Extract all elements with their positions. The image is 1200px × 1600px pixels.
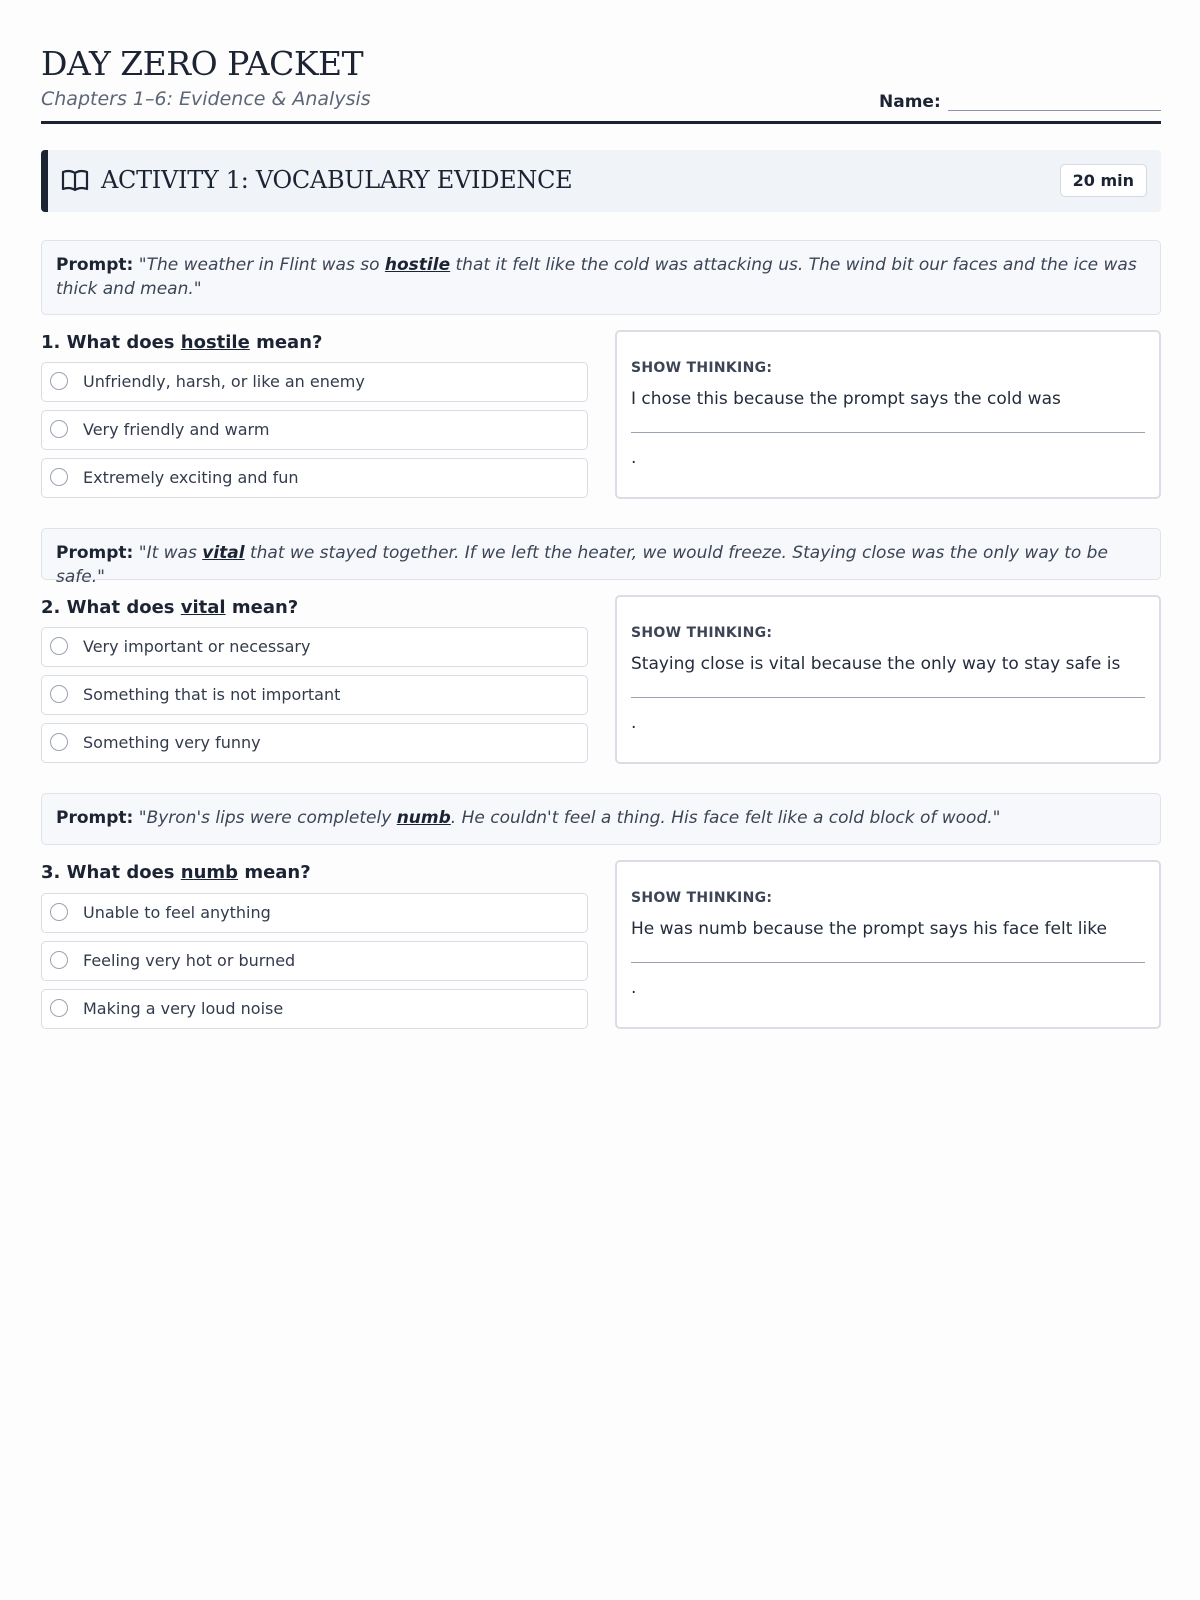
sentence-starter: I chose this because the prompt says the cold was: [631, 389, 1061, 409]
activity-banner: [41, 150, 1161, 212]
sentence-starter: He was numb because the prompt says his face felt like: [631, 919, 1107, 939]
option-label: Something that is not important: [83, 685, 341, 704]
answer-option[interactable]: [41, 410, 588, 450]
option-label: Extremely exciting and fun: [83, 468, 299, 487]
question-title: 1. What does hostile mean?: [41, 332, 323, 353]
answer-option[interactable]: [41, 893, 588, 933]
prompt-text: "The weather in Flint was so hostile that it felt like the cold was attacking us. The wind bit our faces and the ice was thick and mean.": [56, 255, 1137, 299]
radio-button[interactable]: [50, 999, 68, 1017]
show-thinking-label: SHOW THINKING:: [631, 360, 773, 376]
sentence-end: .: [631, 713, 637, 733]
radio-button[interactable]: [50, 637, 68, 655]
radio-button[interactable]: [50, 372, 68, 390]
option-label: Very friendly and warm: [83, 420, 270, 439]
prompt-label: Prompt:: [56, 808, 134, 828]
worksheet-header: [41, 0, 1161, 124]
activity-title: ACTIVITY 1: VOCABULARY EVIDENCE: [101, 166, 573, 194]
radio-button[interactable]: [50, 951, 68, 969]
prompt-label: Prompt:: [56, 255, 134, 275]
question-keyword: vital: [180, 597, 226, 618]
option-label: Unfriendly, harsh, or like an enemy: [83, 372, 365, 391]
option-label: Something very funny: [83, 733, 261, 752]
show-thinking-label: SHOW THINKING:: [631, 890, 773, 906]
sentence-end: .: [631, 448, 637, 468]
answer-option[interactable]: [41, 675, 588, 715]
radio-button[interactable]: [50, 903, 68, 921]
prompt-box: [41, 793, 1161, 845]
option-label: Unable to feel anything: [83, 903, 271, 922]
prompt-keyword: hostile: [384, 255, 451, 275]
question-keyword: numb: [180, 862, 239, 883]
radio-button[interactable]: [50, 420, 68, 438]
answer-line[interactable]: [631, 697, 1145, 698]
answer-option[interactable]: [41, 362, 588, 402]
prompt-keyword: numb: [396, 808, 451, 828]
answer-line[interactable]: [631, 962, 1145, 963]
prompt-text: "Byron's lips were completely numb. He couldn't feel a thing. His face felt like a cold block of wood.": [138, 808, 1001, 828]
option-label: Making a very loud noise: [83, 999, 284, 1018]
option-label: Very important or necessary: [83, 637, 311, 656]
name-field[interactable]: [948, 110, 1161, 111]
prompt-keyword: vital: [202, 543, 245, 563]
radio-button[interactable]: [50, 733, 68, 751]
prompt-text: "It was vital that we stayed together. If we left the heater, we would freeze. Staying close was the only way to be safe.": [56, 543, 1108, 587]
answer-option[interactable]: [41, 627, 588, 667]
radio-button[interactable]: [50, 468, 68, 486]
page-subtitle: Chapters 1–6: Evidence & Analysis: [41, 88, 371, 110]
answer-option[interactable]: [41, 458, 588, 498]
show-thinking-label: SHOW THINKING:: [631, 625, 773, 641]
show-thinking-box[interactable]: [615, 330, 1161, 499]
show-thinking-box[interactable]: [615, 595, 1161, 764]
show-thinking-box[interactable]: [615, 860, 1161, 1029]
page-title: DAY ZERO PACKET: [41, 44, 364, 83]
answer-line[interactable]: [631, 432, 1145, 433]
prompt-box: [41, 240, 1161, 315]
question-title: 2. What does vital mean?: [41, 597, 299, 618]
sentence-starter: Staying close is vital because the only way to stay safe is: [631, 654, 1121, 674]
answer-option[interactable]: [41, 989, 588, 1029]
question-keyword: hostile: [180, 332, 250, 353]
answer-option[interactable]: [41, 723, 588, 763]
time-badge: 20 min: [1060, 164, 1147, 197]
radio-button[interactable]: [50, 685, 68, 703]
name-label: Name:: [879, 92, 941, 112]
worksheet-page: [41, 0, 1161, 1018]
question-title: 3. What does numb mean?: [41, 862, 311, 883]
prompt-label: Prompt:: [56, 543, 134, 563]
answer-option[interactable]: [41, 941, 588, 981]
option-label: Feeling very hot or burned: [83, 951, 296, 970]
open-book-icon: [61, 168, 89, 194]
prompt-box: [41, 528, 1161, 587]
sentence-end: .: [631, 978, 637, 998]
